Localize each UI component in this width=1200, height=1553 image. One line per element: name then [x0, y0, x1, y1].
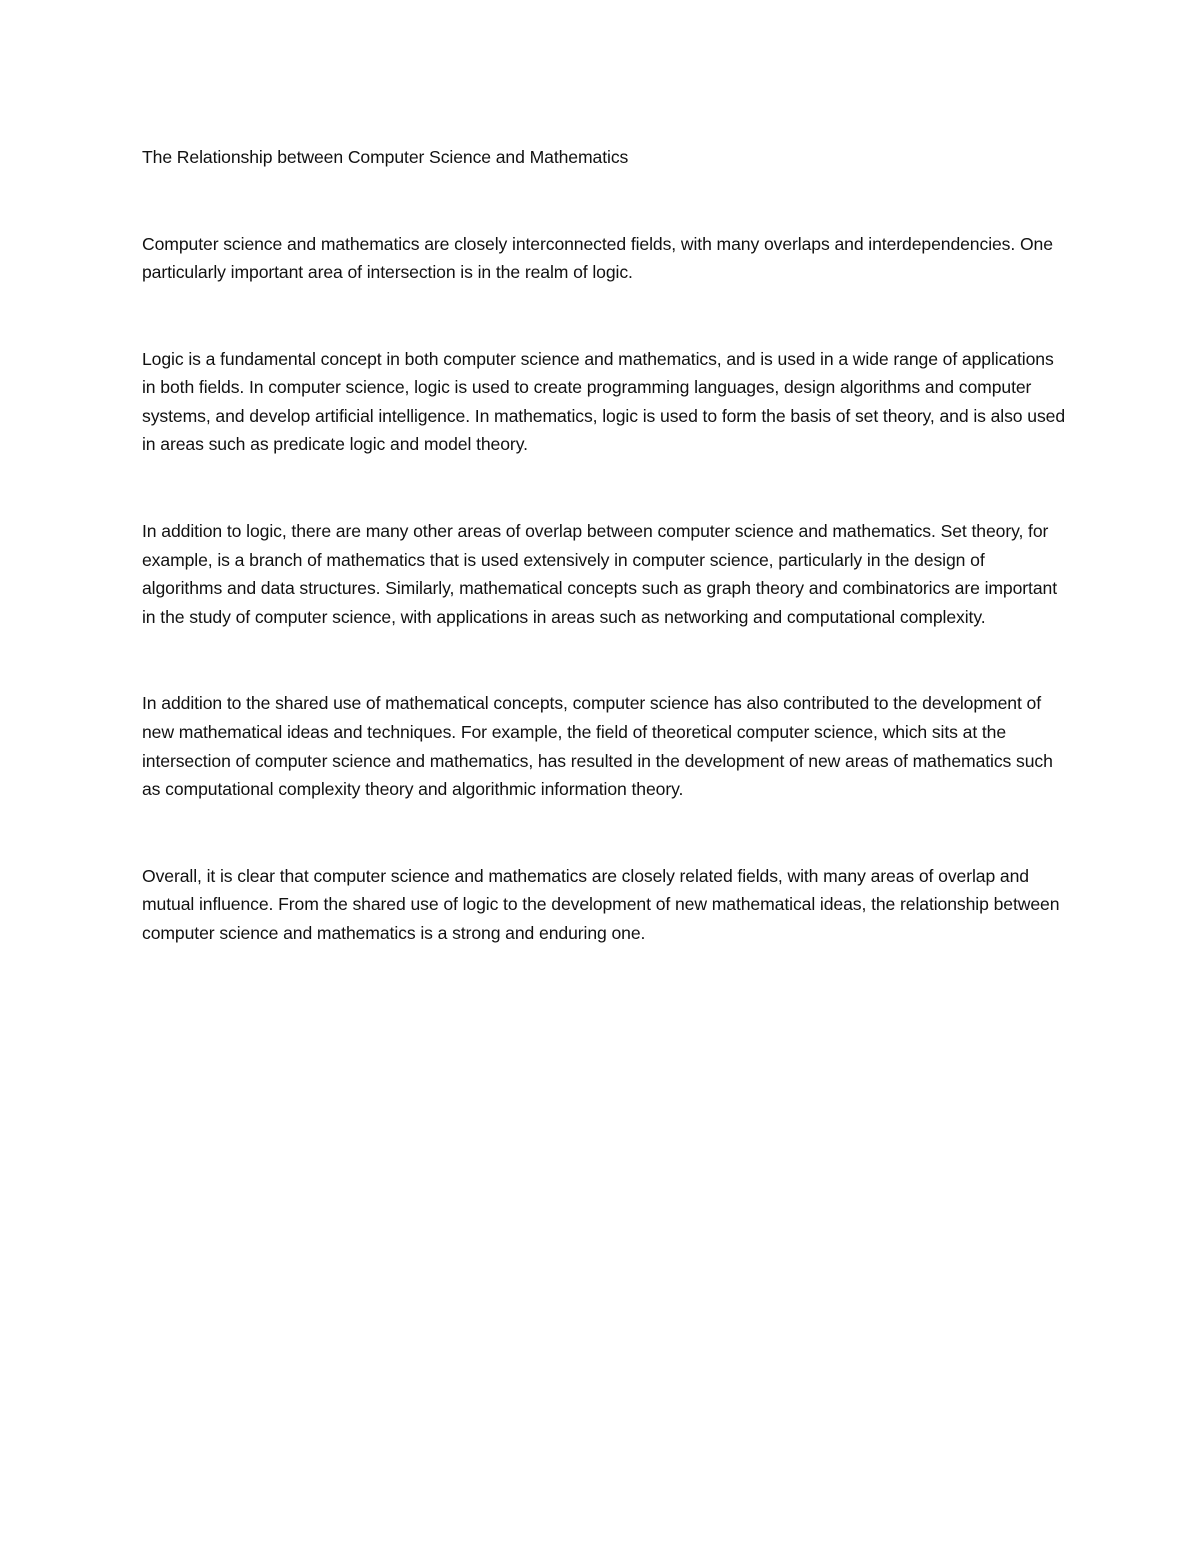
- paragraph-contributions: In addition to the shared use of mathematical concepts, computer science has also contributed to the development of new mathematical ideas and techniques. For example, the field of theoretical computer science, which sits at the intersection of computer science and mathematics, has resulted in the development of new areas of mathematics such as computational complexity theory and algorithmic information theory.: [142, 693, 1053, 800]
- paragraph-logic: Logic is a fundamental concept in both computer science and mathematics, and is used in a wide range of applications in both fields. In computer science, logic is used to create programming languages, design algorithms and computer systems, and develop artificial intelligence. In mathematics, logic is used to form the basis of set theory, and is also used in areas such as predicate logic and model theory.: [142, 348, 1066, 455]
- paragraph-overlap: In addition to logic, there are many other areas of overlap between computer science and mathematics. Set theory, for example, is a branch of mathematics that is used extensively in computer science, particularly in the design of algorithms and data structures. Similarly, mathematical concepts such as graph theory and combinatorics are important in the study of computer science, with applications in areas such as networking and computational complexity.: [142, 521, 1058, 627]
- paragraph-conclusion: Overall, it is clear that computer science and mathematics are closely related fields, with many areas of overlap and mutual influence. From the shared use of logic to the development of new mathematical ideas, the relationship between computer science and mathematics is a strong and enduring one.: [142, 865, 1060, 943]
- paragraph-intro: Computer science and mathematics are closely interconnected fields, with many overlaps and interdependencies. One particularly important area of intersection is in the realm of logic.: [142, 233, 1053, 283]
- document-title: The Relationship between Computer Science and Mathematics: [142, 147, 629, 167]
- document-body: [142, 143, 1067, 1006]
